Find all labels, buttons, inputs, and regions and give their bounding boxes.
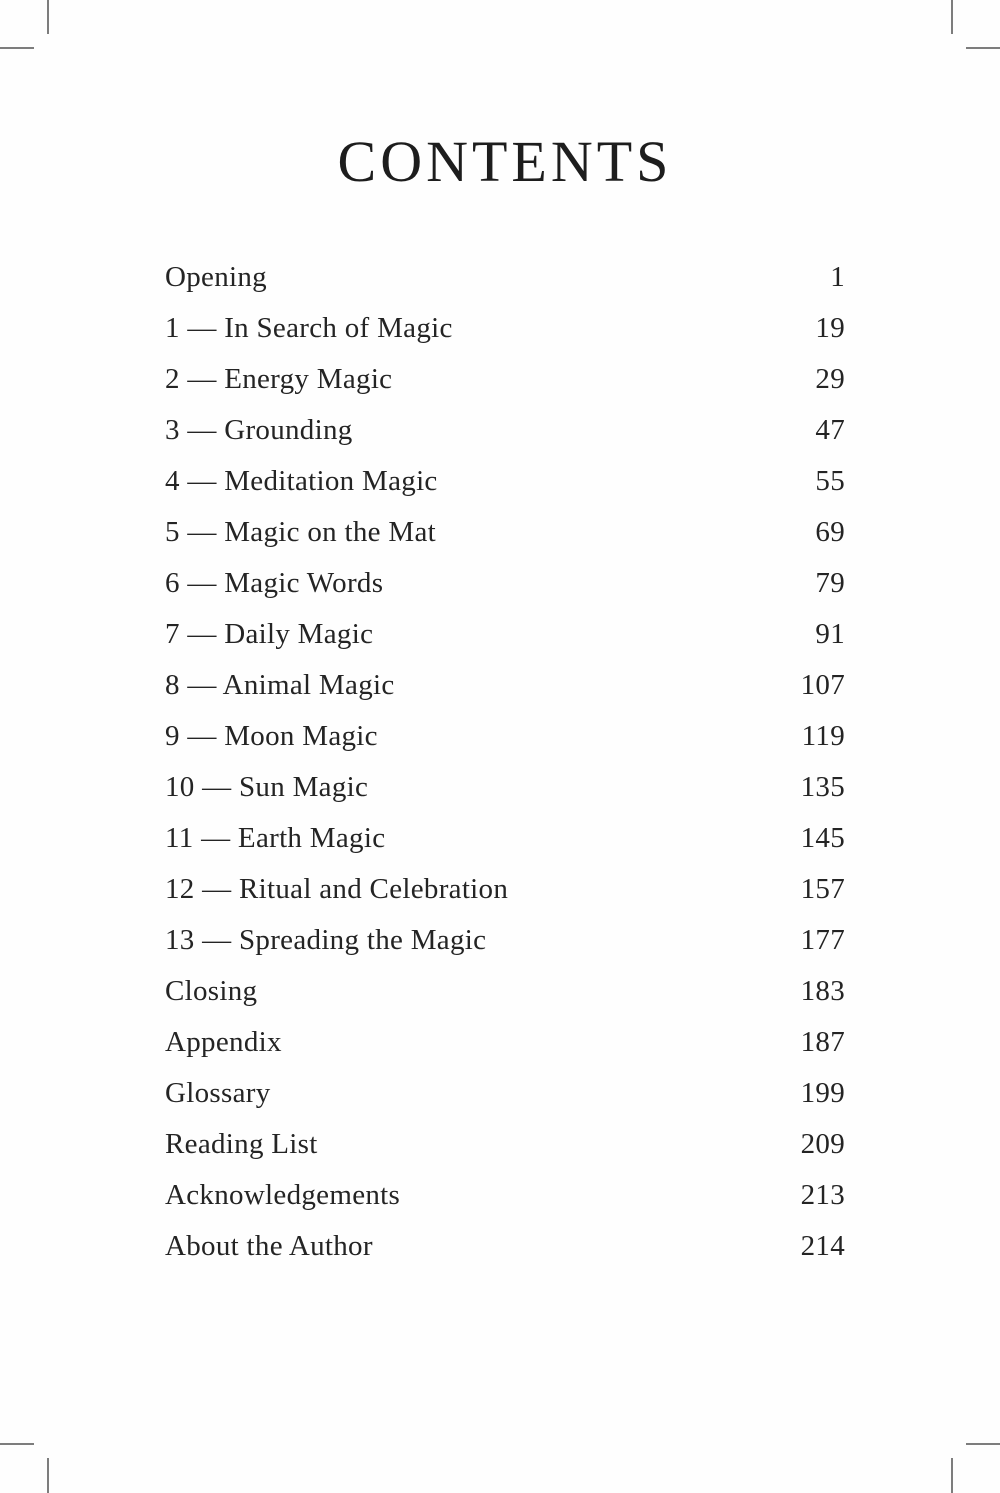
toc-entry xyxy=(165,1017,845,1068)
toc-entry-page-number: 157 xyxy=(800,873,845,905)
toc-entry xyxy=(165,1119,845,1170)
toc-entry-label: Reading List xyxy=(165,1128,318,1160)
toc-entry xyxy=(165,762,845,813)
toc-entry-page-number: 119 xyxy=(801,720,845,752)
toc-entry-page-number: 209 xyxy=(800,1128,845,1160)
crop-mark-top-left-vertical xyxy=(47,0,49,34)
toc-entry-label: 3 — Grounding xyxy=(165,414,353,446)
toc-entry-page-number: 135 xyxy=(800,771,845,803)
toc-entry xyxy=(165,1221,845,1272)
toc-entry-label: 4 — Meditation Magic xyxy=(165,465,438,497)
toc-entry-page-number: 19 xyxy=(815,312,845,344)
toc-entry-page-number: 55 xyxy=(815,465,845,497)
toc-entry-label: 7 — Daily Magic xyxy=(165,618,374,650)
toc-entry-page-number: 1 xyxy=(830,261,845,293)
toc-entry xyxy=(165,1170,845,1221)
crop-mark-bottom-right-vertical xyxy=(951,1458,953,1493)
crop-mark-bottom-right-horizontal xyxy=(966,1443,1000,1445)
toc-entry-page-number: 199 xyxy=(800,1077,845,1109)
toc-entry-page-number: 79 xyxy=(815,567,845,599)
toc-entry-label: 6 — Magic Words xyxy=(165,567,384,599)
toc-entry-label: 5 — Magic on the Mat xyxy=(165,516,436,548)
toc-entry-label: 2 — Energy Magic xyxy=(165,363,393,395)
toc-entry xyxy=(165,915,845,966)
toc-entry xyxy=(165,609,845,660)
toc-entry-page-number: 177 xyxy=(800,924,845,956)
toc-entry xyxy=(165,405,845,456)
toc-entry xyxy=(165,864,845,915)
toc-entry-label: About the Author xyxy=(165,1230,373,1262)
toc-entry-page-number: 187 xyxy=(800,1026,845,1058)
page-title: CONTENTS xyxy=(337,129,673,194)
toc-entry xyxy=(165,813,845,864)
toc-entry-page-number: 214 xyxy=(800,1230,845,1262)
toc-entry-label: 13 — Spreading the Magic xyxy=(165,924,487,956)
toc-entry xyxy=(165,252,845,303)
toc-entry-label: Closing xyxy=(165,975,258,1007)
toc-entry-label: 12 — Ritual and Celebration xyxy=(165,873,509,905)
toc-entry-label: 10 — Sun Magic xyxy=(165,771,369,803)
toc-entry-page-number: 47 xyxy=(815,414,845,446)
toc-entry-page-number: 183 xyxy=(800,975,845,1007)
toc-entry-page-number: 91 xyxy=(815,618,845,650)
toc-entry-page-number: 145 xyxy=(800,822,845,854)
toc-entry-label: Acknowledgements xyxy=(165,1179,401,1211)
toc-entry-label: Opening xyxy=(165,261,267,293)
crop-mark-top-left-horizontal xyxy=(0,47,34,49)
crop-mark-bottom-left-vertical xyxy=(47,1458,49,1493)
crop-mark-top-right-horizontal xyxy=(966,47,1000,49)
toc-entry-page-number: 69 xyxy=(815,516,845,548)
toc-entry-label: 9 — Moon Magic xyxy=(165,720,378,752)
toc-entry xyxy=(165,1068,845,1119)
toc-entry xyxy=(165,558,845,609)
toc-entry-label: 8 — Animal Magic xyxy=(165,669,395,701)
toc-entry xyxy=(165,456,845,507)
toc-entry-label: Appendix xyxy=(165,1026,282,1058)
toc-entry xyxy=(165,711,845,762)
toc-entry-label: 11 — Earth Magic xyxy=(165,822,386,854)
toc-entry-label: Glossary xyxy=(165,1077,271,1109)
toc-entry-page-number: 107 xyxy=(800,669,845,701)
crop-mark-top-right-vertical xyxy=(951,0,953,34)
toc-entry xyxy=(165,303,845,354)
toc-entry-page-number: 29 xyxy=(815,363,845,395)
crop-mark-bottom-left-horizontal xyxy=(0,1443,34,1445)
toc-entry-label: 1 — In Search of Magic xyxy=(165,312,453,344)
toc-entry xyxy=(165,660,845,711)
toc-entry xyxy=(165,354,845,405)
toc-entry xyxy=(165,966,845,1017)
toc-entry xyxy=(165,507,845,558)
table-of-contents xyxy=(165,252,845,1272)
toc-entry-page-number: 213 xyxy=(800,1179,845,1211)
